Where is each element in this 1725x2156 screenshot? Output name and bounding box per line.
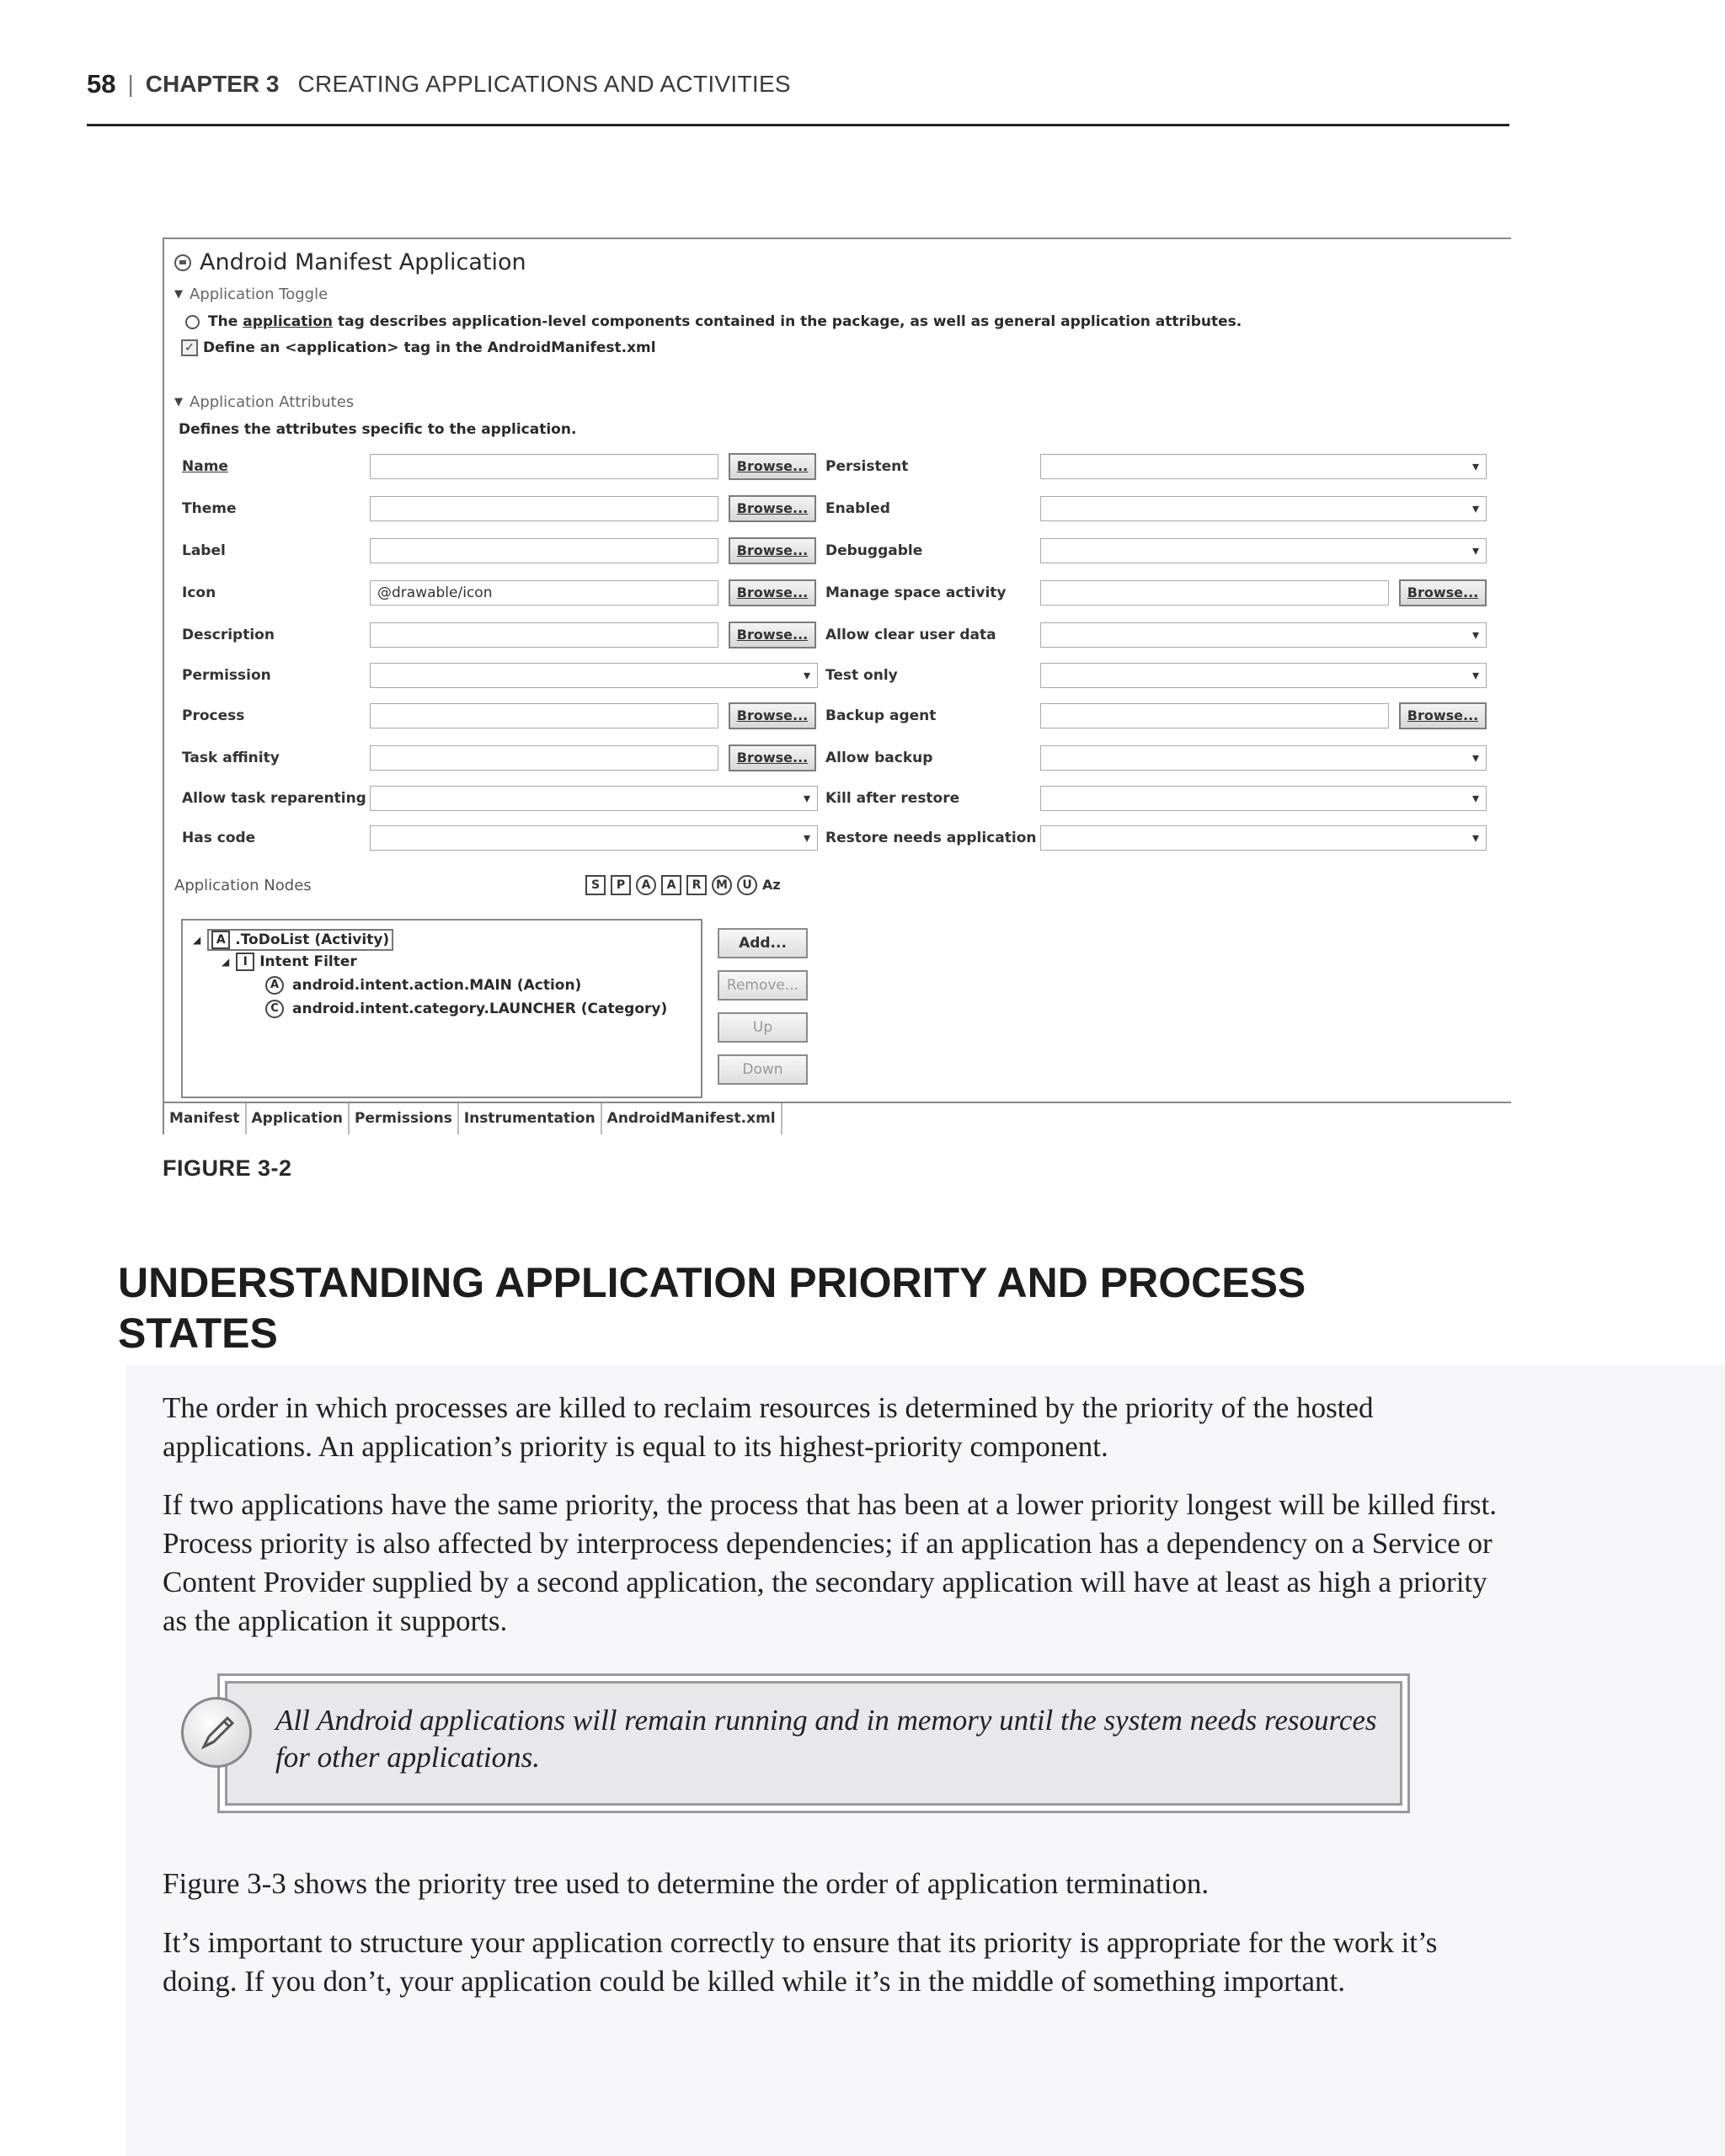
permission-label: Permission <box>182 667 271 684</box>
has-code-label: Has code <box>182 830 256 846</box>
application-nodes-tree[interactable] <box>181 919 702 1098</box>
paragraph-3: Figure 3-3 shows the priority tree used to determine the order of application termination. <box>163 1867 1210 1900</box>
task-affinity-browse-button[interactable]: Browse... <box>729 744 816 771</box>
icon-browse-button[interactable]: Browse... <box>729 579 816 606</box>
application-nodes-label: Application Nodes <box>174 877 312 894</box>
toggle-desc-pre: The <box>208 313 238 330</box>
description-browse-button[interactable]: Browse... <box>729 622 816 648</box>
attributes-section-header[interactable] <box>174 393 354 411</box>
manifest-editor-screenshot <box>163 237 1511 1134</box>
page-number: 58 <box>87 69 116 99</box>
restore-needs-application-dropdown[interactable] <box>1040 825 1487 851</box>
toggle-section-title: Application Toggle <box>190 286 328 303</box>
category-node-icon: C <box>265 1000 284 1018</box>
tab-manifest[interactable]: Manifest <box>164 1103 247 1134</box>
down-node-button[interactable]: Down <box>718 1054 808 1085</box>
service-filter-icon[interactable]: S <box>585 875 606 895</box>
remove-node-button[interactable]: Remove... <box>718 970 808 1001</box>
info-icon <box>185 315 200 329</box>
editor-title <box>174 249 526 275</box>
paragraph-2: If two applications have the same priority, the process that has been at a lower priority longest will be killed first. Process priority is also affected by interprocess dependencies; if an application has a dependency on a Service or Content Provider supplied by a second application, the secondary application will have at least as high a priority as the application it supports. <box>163 1488 1497 1637</box>
allow-backup-dropdown[interactable] <box>1040 745 1487 771</box>
intent-filter-label: Intent Filter <box>259 953 357 970</box>
description-label: Description <box>182 627 275 643</box>
icon-label: Icon <box>182 584 216 601</box>
restore-needs-application-label: Restore needs application <box>825 830 1037 846</box>
backup-agent-field[interactable] <box>1040 703 1389 728</box>
section-heading: UNDERSTANDING APPLICATION PRIORITY AND PROCESS STATES <box>118 1259 1306 1357</box>
manifest-icon <box>174 254 191 271</box>
selected-node[interactable] <box>207 929 393 951</box>
allow-clear-user-data-label: Allow clear user data <box>825 627 996 643</box>
chapter-label: CHAPTER 3 <box>145 71 280 97</box>
tab-application[interactable]: Application <box>247 1103 350 1134</box>
has-code-dropdown[interactable] <box>370 825 818 851</box>
define-application-row[interactable] <box>181 339 656 356</box>
expand-arrow-icon[interactable]: ◢ <box>222 956 230 968</box>
chapter-title: CREATING APPLICATIONS AND ACTIVITIES <box>297 71 791 97</box>
tab-instrumentation[interactable]: Instrumentation <box>459 1103 602 1134</box>
intent-filter-icon: I <box>236 953 254 971</box>
name-label[interactable]: Name <box>182 458 228 475</box>
up-node-button[interactable]: Up <box>718 1012 808 1043</box>
allow-task-reparenting-label: Allow task reparenting <box>182 790 366 807</box>
allow-clear-user-data-dropdown[interactable] <box>1040 622 1487 648</box>
theme-browse-button[interactable]: Browse... <box>729 495 816 522</box>
task-affinity-label: Task affinity <box>182 750 280 766</box>
category-node-label: android.intent.category.LAUNCHER (Category) <box>292 1001 668 1017</box>
header-separator: | <box>127 71 134 97</box>
add-node-button[interactable]: Add... <box>718 928 808 958</box>
name-field[interactable] <box>370 454 718 479</box>
kill-after-restore-dropdown[interactable] <box>1040 786 1487 811</box>
enabled-dropdown[interactable] <box>1040 496 1487 521</box>
allow-task-reparenting-dropdown[interactable] <box>370 786 818 811</box>
editor-title-text: Android Manifest Application <box>200 249 526 275</box>
metadata-filter-icon[interactable]: M <box>712 875 732 895</box>
pencil-glyph <box>184 1700 249 1765</box>
activity-node-icon: A <box>211 931 230 949</box>
task-affinity-field[interactable] <box>370 745 718 771</box>
attributes-section-title: Application Attributes <box>190 393 355 411</box>
backup-agent-browse-button[interactable]: Browse... <box>1399 702 1487 729</box>
test-only-dropdown[interactable] <box>1040 663 1487 688</box>
process-browse-button[interactable]: Browse... <box>729 702 816 729</box>
process-label: Process <box>182 707 245 724</box>
tree-node-intent-filter[interactable] <box>222 953 357 971</box>
editor-tab-bar <box>164 1102 1511 1134</box>
pencil-icon <box>181 1697 252 1768</box>
header-rule <box>87 124 1509 126</box>
debuggable-dropdown[interactable] <box>1040 538 1487 563</box>
define-application-checkbox[interactable]: ✓ <box>181 339 198 356</box>
figure-caption: FIGURE 3-2 <box>163 1155 292 1181</box>
action-node-label: android.intent.action.MAIN (Action) <box>292 977 582 994</box>
enabled-label: Enabled <box>825 500 890 517</box>
attributes-description: Defines the attributes specific to the application. <box>179 421 577 438</box>
theme-field[interactable] <box>370 496 718 521</box>
process-field[interactable] <box>370 703 718 728</box>
backup-agent-label: Backup agent <box>825 707 937 724</box>
label-label: Label <box>182 542 226 559</box>
paragraph-1: The order in which processes are killed to reclaim resources is determined by the priority of the hosted applications. An application’s priority is equal to its highest-priority component. <box>163 1391 1374 1463</box>
action-node-icon: A <box>265 976 284 995</box>
uses-library-filter-icon[interactable]: U <box>737 875 757 895</box>
permission-dropdown[interactable] <box>370 663 818 688</box>
expand-arrow-icon[interactable]: ◢ <box>193 934 201 946</box>
paragraph-4: It’s important to structure your application correctly to ensure that its priority is appropriate for the work it’s doing. If you don’t, your application could be killed while it’s in the middle of something important. <box>163 1926 1438 1998</box>
provider-filter-icon[interactable]: P <box>611 875 631 895</box>
define-application-label: Define an <application> tag in the AndroidManifest.xml <box>203 339 656 356</box>
tab-androidmanifest-xml[interactable]: AndroidManifest.xml <box>602 1103 782 1134</box>
icon-field[interactable]: @drawable/icon <box>370 580 718 606</box>
application-link[interactable]: application <box>243 313 333 330</box>
note-text: All Android applications will remain running and in memory until the system needs resources for other applications. <box>275 1704 1377 1774</box>
kill-after-restore-label: Kill after restore <box>825 790 960 807</box>
receiver-filter-icon[interactable]: R <box>686 875 707 895</box>
persistent-dropdown[interactable] <box>1040 454 1487 479</box>
persistent-label: Persistent <box>825 458 909 475</box>
running-header <box>87 67 791 101</box>
tab-permissions[interactable]: Permissions <box>350 1103 459 1134</box>
tree-node-action[interactable] <box>265 976 581 995</box>
manage-space-activity-label: Manage space activity <box>825 584 1007 601</box>
label-browse-button[interactable]: Browse... <box>729 537 816 564</box>
tree-node-activity[interactable] <box>193 929 393 951</box>
activity-filter-icon[interactable]: A <box>661 875 681 895</box>
node-filter-toolbar <box>585 875 786 895</box>
toggle-desc-post: tag describes application-level components contained in the package, as well as general application attributes. <box>337 313 1242 330</box>
manage-space-activity-field[interactable] <box>1040 580 1389 606</box>
tree-node-category[interactable] <box>265 1000 667 1018</box>
activity-alias-filter-icon[interactable]: A <box>636 875 656 895</box>
sort-az-icon[interactable]: Az <box>762 877 781 893</box>
description-field[interactable] <box>370 622 718 648</box>
activity-node-label: .ToDoList (Activity) <box>235 931 390 948</box>
manage-space-browse-button[interactable]: Browse... <box>1399 579 1487 606</box>
test-only-label: Test only <box>825 667 898 684</box>
toggle-description <box>185 313 1242 330</box>
collapse-triangle-icon[interactable]: ▼ <box>174 396 183 408</box>
label-field[interactable] <box>370 538 718 563</box>
toggle-section-header[interactable] <box>174 286 328 303</box>
name-browse-button[interactable]: Browse... <box>729 453 816 480</box>
debuggable-label: Debuggable <box>825 542 923 559</box>
theme-label: Theme <box>182 500 237 517</box>
collapse-triangle-icon[interactable]: ▼ <box>174 288 183 301</box>
allow-backup-label: Allow backup <box>825 750 933 766</box>
